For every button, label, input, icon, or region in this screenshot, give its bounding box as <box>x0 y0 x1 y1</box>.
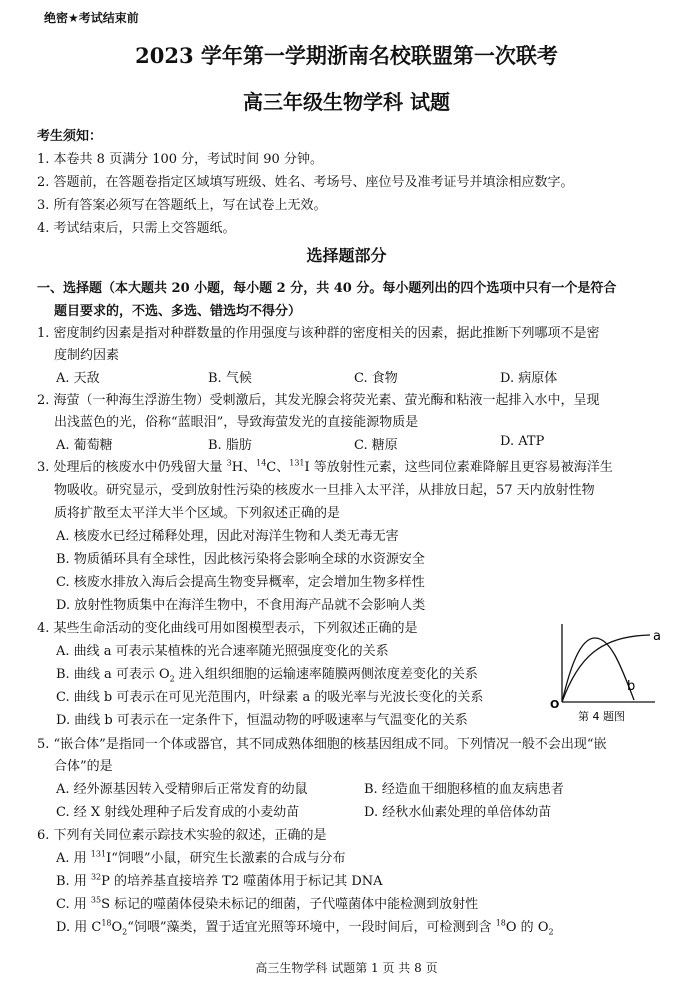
q2-stem: 2. 海萤（一种海生浮游生物）受刺激后，其发光腺会将荧光素、萤光酶和粘液一起排入水中，呈现 <box>37 393 600 408</box>
curve-a-label: a <box>653 629 661 644</box>
q5-option-d: D. 经秋水仙素处理的单倍体幼苗 <box>364 805 552 820</box>
q4-option-d: D. 曲线 b 可表示在一定条件下，恒温动物的呼吸速率与气温变化的关系 <box>56 713 468 728</box>
q2-option-a: A. 葡萄糖 <box>56 438 113 453</box>
part-instructions: 一、选择题（本大题共 20 小题，每小题 2 分，共 40 分。每小题列出的四个选项中只有一个是符合 <box>37 281 617 296</box>
q1-option-a: A. 天敌 <box>56 371 100 386</box>
q3-stem-cont: 质将扩散至太平洋大半个区域。下列叙述正确的是 <box>54 506 341 521</box>
origin-label: O <box>550 698 560 711</box>
q2-option-b: B. 脂肪 <box>208 438 252 453</box>
notice-item: 4. 考试结束后，只需上交答题纸。 <box>37 221 236 236</box>
q1-option-b: B. 气候 <box>208 371 252 386</box>
notice-item: 2. 答题前，在答题卷指定区域填写班级、姓名、考场号、座位号及准考证号并填涂相应数字。 <box>37 175 574 190</box>
q3-option-b: B. 物质循环具有全球性，因此核污染将会影响全球的水资源安全 <box>56 552 425 567</box>
part-instructions-cont: 题目要求的，不选、多选、错选均不得分） <box>54 304 302 319</box>
q6-stem: 6. 下列有关同位素示踪技术实验的叙述，正确的是 <box>37 828 327 843</box>
q3-option-a: A. 核废水已经过稀释处理，因此对海洋生物和人类无毒无害 <box>56 529 399 544</box>
q1-stem-cont: 度制约因素 <box>54 348 120 363</box>
q3-option-d: D. 放射性物质集中在海洋生物中，不食用海产品就不会影响人类 <box>56 598 426 613</box>
q6-option-d: D. 用 $C^{18}O_2“$饲喂”藻类，置于适宜光照等环境中，一段时间后，可检测到含 $^{18}$O 的 $O_2$ <box>56 918 554 937</box>
q5-option-c: C. 经 X 射线处理种子后发育成的小麦幼苗 <box>56 805 300 820</box>
exam-title: 2023 学年第一学期浙南名校联盟第一次联考 <box>135 43 558 68</box>
q3-stem-cont: 物吸收。研究显示，受到放射性污染的核废水一旦排入太平洋，从排放日起，57 天内放射性物 <box>54 483 595 498</box>
q1-option-c: C. 食物 <box>354 371 398 386</box>
q4-stem: 4. 某些生命活动的变化曲线可用如图模型表示，下列叙述正确的是 <box>37 621 418 636</box>
q6-option-b: B. 用 $^{32}$P 的培养基直接培养 T2 噬菌体用于标记其 DNA <box>56 872 383 889</box>
q5-stem: 5. “嵌合体”是指同一个体或器官，其不同成熟体细胞的核基因组成不同。下列情况一般不会出现“嵌 <box>37 737 607 752</box>
q4-option-a: A. 曲线 a 可表示某植株的光合速率随光照强度变化的关系 <box>56 644 389 659</box>
q1-stem: 1. 密度制约因素是指对种群数量的作用强度与该种群的密度相关的因素，据此推断下列哪项不是密 <box>37 326 600 341</box>
page-footer: 高三生物学科 试题第 1 页 共 8 页 <box>255 961 438 975</box>
q5-option-b: B. 经造血干细胞移植的血友病患者 <box>364 782 564 797</box>
notice-item: 3. 所有答案必须写在答题纸上，写在试卷上无效。 <box>37 198 327 213</box>
curve-a <box>562 635 650 702</box>
q4-figure <box>540 618 680 726</box>
q3-stem: 3. 处理后的核废水中仍残留大量 $^3$H、$^{14}$C、$^{131}$I 等放射性元素，这些同位素难降解且更容易被海洋生 <box>37 458 613 475</box>
q6-option-a: A. 用 $^{131}$I“饲喂”小鼠，研究生长激素的合成与分布 <box>56 849 346 866</box>
curve-b-label: b <box>627 679 636 694</box>
q5-option-a: A. 经外源基因转入受精卵后正常发育的幼鼠 <box>56 782 308 797</box>
section-title: 选择题部分 <box>306 246 387 265</box>
q5-stem-cont: 合体”的是 <box>54 759 113 774</box>
figure-caption: 第 4 题图 <box>578 710 625 723</box>
q4-option-b: B. 曲线 a 可表示 $O_2$ 进入组织细胞的运输速率随膜两侧浓度差变化的关系 <box>56 667 478 684</box>
q2-option-d: D. ATP <box>500 434 545 449</box>
secret-label: 绝密★考试结束前 <box>44 11 139 25</box>
q1-option-d: D. 病原体 <box>500 371 558 386</box>
q6-option-c: C. 用 $^{35}$S 标记的噬菌体侵染未标记的细菌，子代噬菌体中能检测到放射性 <box>56 895 479 912</box>
exam-subtitle: 高三年级生物学科 试题 <box>243 90 450 114</box>
q4-option-c: C. 曲线 b 可表示在可见光范围内，叶绿素 a 的吸光率与光波长变化的关系 <box>56 690 484 705</box>
q2-stem-cont: 出浅蓝色的光，俗称“蓝眼泪”，导致海萤发光的直接能源物质是 <box>54 415 419 430</box>
q3-option-c: C. 核废水排放入海后会提高生物变异概率，定会增加生物多样性 <box>56 575 425 590</box>
notice-item: 1. 本卷共 8 页满分 100 分，考试时间 90 分钟。 <box>37 152 323 167</box>
q2-option-c: C. 糖原 <box>354 438 398 453</box>
curve-b <box>562 638 634 702</box>
notice-heading: 考生须知： <box>37 129 103 144</box>
